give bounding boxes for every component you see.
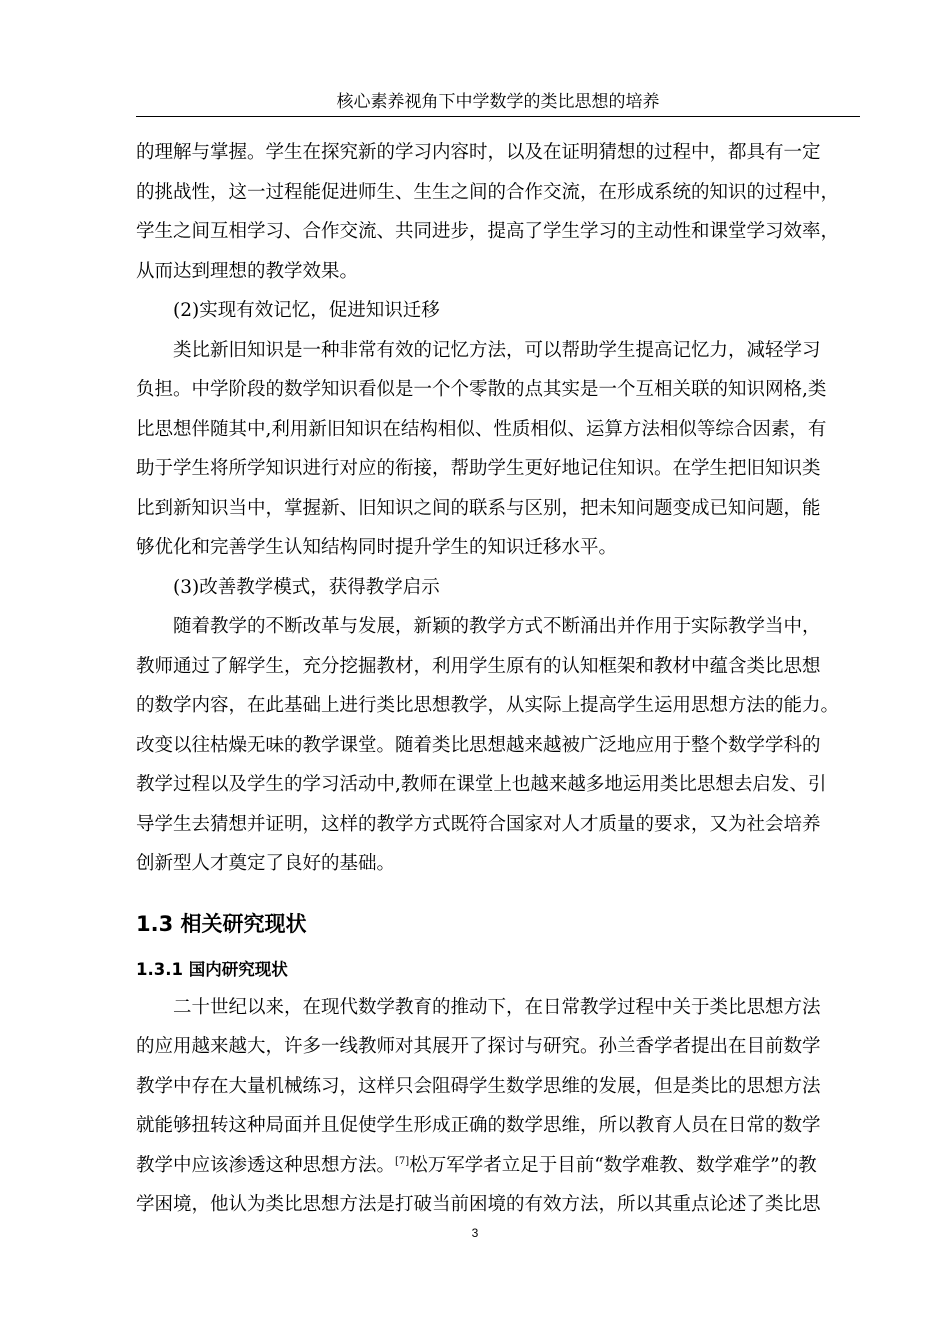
text-line: 助于学生将所学知识进行对应的衔接，帮助学生更好地记住知识。在学生把旧知识类 xyxy=(136,458,821,479)
text-line: 二十世纪以来，在现代数学教育的推动下，在日常教学过程中关于类比思想方法 xyxy=(173,996,821,1018)
paragraph-3 xyxy=(136,607,860,884)
text-line: 类比新旧知识是一种非常有效的记忆方法，可以帮助学生提高记忆力，减轻学习 xyxy=(173,339,821,361)
text-line: 学生之间互相学习、合作交流、共同进步，提高了学生学习的主动性和课堂学习效率， xyxy=(136,221,840,242)
text-line: 的理解与掌握。学生在探究新的学习内容时，以及在证明猜想的过程中，都具有一定 xyxy=(136,142,821,163)
subsection-heading: 1.3.1 国内研究现状 xyxy=(136,959,288,979)
text-line: 的应用越来越大，许多一线教师对其展开了探讨与研究。孙兰香学者提出在目前数学 xyxy=(136,1036,821,1057)
item-heading-3: (3)改善教学模式，获得教学启示 xyxy=(173,576,440,598)
paragraph-4 xyxy=(136,988,860,1225)
text-line: 导学生去猜想并证明，这样的教学方式既符合国家对人才质量的要求，又为社会培养 xyxy=(136,813,821,835)
page-number: 3 xyxy=(471,1226,479,1240)
text-line: 够优化和完善学生认知结构同时提升学生的知识迁移水平。 xyxy=(136,537,618,558)
paragraph-1 xyxy=(136,133,860,291)
text-line: 的数学内容，在此基础上进行类比思想教学，从实际上提高学生运用思想方法的能力。 xyxy=(136,695,840,716)
text-line: 教学过程以及学生的学习活动中,教师在课堂上也越来越多地运用类比思想去启发、引 xyxy=(136,774,827,795)
text-line: 教学中存在大量机械练习，这样只会阻碍学生数学思维的发展，但是类比的思想方法 xyxy=(136,1075,821,1097)
text-line: 比到新知识当中，掌握新、旧知识之间的联系与区别，把未知问题变成已知问题，能 xyxy=(136,497,821,519)
item-heading-2: (2)实现有效记忆，促进知识迁移 xyxy=(173,300,440,321)
text-line: 比思想伴随其中,利用新旧知识在结构相似、性质相似、运算方法相似等综合因素，有 xyxy=(136,418,827,440)
text-line: 教师通过了解学生，充分挖掘教材，利用学生原有的认知框架和教材中蕴含类比思想 xyxy=(136,655,821,677)
citation-ref[interactable]: [7] xyxy=(395,1155,410,1167)
text-line: 就能够扭转这种局面并且促使学生形成正确的数学思维，所以教育人员在日常的数学 xyxy=(136,1115,821,1136)
page-content xyxy=(136,133,860,1225)
paragraph-2 xyxy=(136,331,860,568)
text-line: 改变以往枯燥无味的教学课堂。随着类比思想越来越被广泛地应用于整个数学学科的 xyxy=(136,734,821,756)
text-line: 教学中应该渗透这种思想方法。[7]松万军学者立足于目前“数学难教、数学难学”的教 xyxy=(136,1154,817,1176)
section-heading: 1.3 相关研究现状 xyxy=(136,911,307,936)
text-line: 创新型人才奠定了良好的基础。 xyxy=(136,853,396,874)
text-line: 随着教学的不断改革与发展，新颖的教学方式不断涌出并作用于实际教学当中， xyxy=(173,616,821,637)
header-title: 核心素养视角下中学数学的类比思想的培养 xyxy=(336,92,660,112)
text-line: 从而达到理想的教学效果。 xyxy=(136,260,359,282)
page-header xyxy=(136,88,860,117)
text-line: 的挑战性，这一过程能促进师生、生生之间的合作交流，在形成系统的知识的过程中， xyxy=(136,181,840,203)
text-line: 学困境，他认为类比思想方法是打破当前困境的有效方法，所以其重点论述了类比思 xyxy=(136,1194,821,1215)
text-line: 负担。中学阶段的数学知识看似是一个个零散的点其实是一个互相关联的知识网格,类 xyxy=(136,379,827,400)
